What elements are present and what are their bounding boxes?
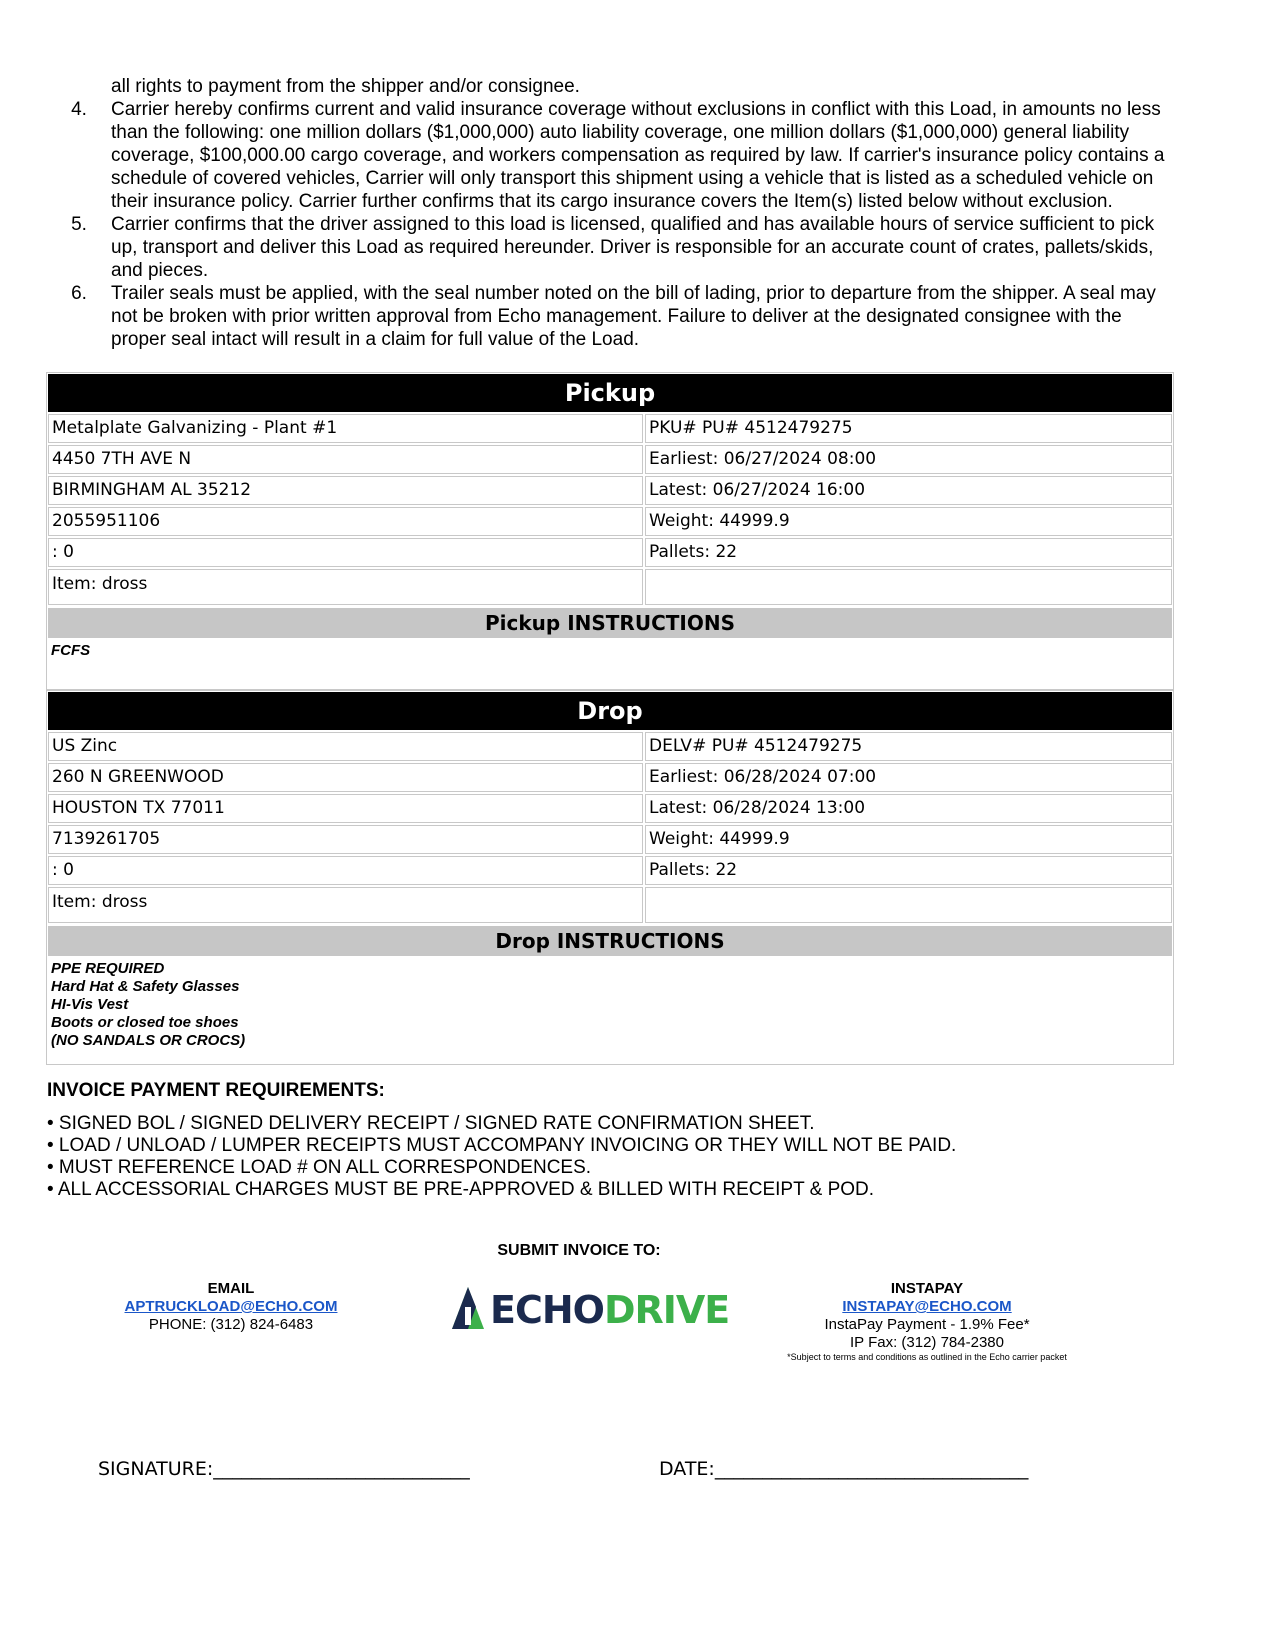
instruction-line: PPE REQUIRED (51, 960, 165, 977)
table-row (47, 413, 1173, 444)
drop-city: HOUSTON TX 77011 (48, 794, 643, 823)
term-text: Trailer seals must be applied, with the seal number noted on the bill of lading, prior to departure from the shipper. A seal may not be broken with prior written approval from Echo management. Failure to deliver at the designated consignee with the proper seal intact will result in a claim for full value of the Load. (111, 283, 1156, 350)
terms-fragment: all rights to payment from the shipper and/or consignee. (111, 76, 580, 97)
invoice-requirements-list (47, 1113, 956, 1201)
email-phone: PHONE: (312) 824-6483 (148, 1316, 314, 1333)
drop-pallets: Pallets: 22 (645, 856, 1172, 885)
pickup-section (46, 372, 1174, 690)
logo-word-dark: ECHO (490, 1288, 604, 1331)
instapay-block (786, 1280, 1068, 1363)
email-heading: EMAIL (207, 1280, 255, 1297)
drop-instructions-header: Drop INSTRUCTIONS (48, 926, 1172, 956)
term-number: 6. (71, 283, 87, 304)
term-item-6 (47, 282, 1177, 351)
term-text: Carrier confirms that the driver assigned to this load is licensed, qualified and has available hours of service sufficient to pick up, transport and deliver this Load as required hereunder. Driver is responsible for an accurate count of crates, pallets/skids, and pieces. (111, 214, 1155, 281)
list-item: • LOAD / UNLOAD / LUMPER RECEIPTS MUST ACCOMPANY INVOICING OR THEY WILL NOT BE PAID. (47, 1135, 957, 1156)
signature-field[interactable] (98, 1458, 470, 1480)
drop-phone: 7139261705 (48, 825, 643, 854)
drop-address: 260 N GREENWOOD (48, 763, 643, 792)
table-row (47, 731, 1173, 762)
table-row (47, 506, 1173, 537)
submit-invoice-label: SUBMIT INVOICE TO: (497, 1242, 661, 1259)
logo-word-green: DRIVE (603, 1288, 730, 1331)
instruction-line: HI-Vis Vest (51, 996, 129, 1013)
email-link[interactable]: APTRUCKLOAD@ECHO.COM (124, 1298, 338, 1315)
term-text: Carrier hereby confirms current and valid insurance coverage without exclusions in conflict with this Load, in amounts no less than the following: one million dollars ($1,000,000) auto liability coverage, one million dollars ($1,000,000) general liability coverage, $100,000.00 cargo coverage, and workers compensation as required by law. If carrier's insurance policy contains a schedule of covered vehicles, Carrier will only transport this shipment using a vehicle that is listed as a scheduled vehicle on their insurance policy. Carrier further confirms that its cargo insurance covers the Item(s) listed below without exclusion. (111, 99, 1165, 212)
terms-section (47, 75, 1177, 351)
table-row (47, 762, 1173, 793)
instapay-fine-print: *Subject to terms and conditions as outlined in the Echo carrier packet (787, 1352, 1067, 1362)
date-field[interactable] (659, 1458, 1028, 1480)
table-row (47, 475, 1173, 506)
pickup-instructions (47, 638, 1173, 660)
table-row (47, 886, 1173, 924)
list-item: • ALL ACCESSORIAL CHARGES MUST BE PRE-APPROVED & BILLED WITH RECEIPT & POD. (47, 1179, 875, 1200)
email-block (100, 1280, 362, 1334)
pickup-item: Item: dross (48, 569, 643, 605)
table-row (47, 793, 1173, 824)
instruction-line: Hard Hat & Safety Glasses (51, 978, 240, 995)
drop-header: Drop (47, 691, 1173, 731)
drop-section (46, 690, 1174, 1065)
logo-mark-icon (452, 1287, 484, 1329)
invoice-requirements-title: INVOICE PAYMENT REQUIREMENTS: (47, 1080, 385, 1101)
pickup-pallets: Pallets: 22 (645, 538, 1172, 567)
logo-wordmark (490, 1288, 729, 1331)
pickup-earliest: Earliest: 06/27/2024 08:00 (645, 445, 1172, 474)
table-row (47, 568, 1173, 606)
pickup-header: Pickup (47, 373, 1173, 413)
drop-number: DELV# PU# 4512479275 (645, 732, 1172, 761)
term-number: 5. (71, 214, 87, 235)
instapay-email-link[interactable]: INSTAPAY@ECHO.COM (842, 1298, 1012, 1315)
term-number: 4. (71, 99, 87, 120)
table-row (47, 855, 1173, 886)
instruction-line: Boots or closed toe shoes (51, 1014, 239, 1031)
pickup-number: PKU# PU# 4512479275 (645, 414, 1172, 443)
pickup-address: 4450 7TH AVE N (48, 445, 643, 474)
table-row (47, 537, 1173, 568)
drop-item: Item: dross (48, 887, 643, 923)
signature-label: SIGNATURE: (98, 1458, 214, 1480)
term-item-5 (47, 213, 1177, 282)
instapay-fax: IP Fax: (312) 784-2380 (850, 1334, 1004, 1351)
signature-line: ___________________________ (213, 1458, 470, 1480)
pickup-weight: Weight: 44999.9 (645, 507, 1172, 536)
drop-instructions (47, 956, 1173, 1050)
table-row (47, 824, 1173, 855)
instruction-line: (NO SANDALS OR CROCS) (51, 1032, 246, 1049)
pickup-company: Metalplate Galvanizing - Plant #1 (48, 414, 643, 443)
pickup-city: BIRMINGHAM AL 35212 (48, 476, 643, 505)
term-item-4 (47, 98, 1177, 213)
date-label: DATE: (659, 1458, 715, 1480)
list-item: • SIGNED BOL / SIGNED DELIVERY RECEIPT / SIGNED RATE CONFIRMATION SHEET. (47, 1113, 815, 1134)
drop-latest: Latest: 06/28/2024 13:00 (645, 794, 1172, 823)
pickup-latest: Latest: 06/27/2024 16:00 (645, 476, 1172, 505)
instruction-line: FCFS (51, 642, 91, 659)
date-line: _________________________________ (714, 1458, 1029, 1480)
pickup-extra: : 0 (48, 538, 643, 567)
table-row (47, 444, 1173, 475)
list-item: • MUST REFERENCE LOAD # ON ALL CORRESPONDENCES. (47, 1157, 592, 1178)
drop-extra: : 0 (48, 856, 643, 885)
drop-weight: Weight: 44999.9 (645, 825, 1172, 854)
pickup-instructions-header: Pickup INSTRUCTIONS (48, 608, 1172, 638)
instapay-fee: InstaPay Payment - 1.9% Fee* (824, 1316, 1030, 1333)
pickup-empty (645, 569, 1172, 605)
echodrive-logo (448, 1283, 748, 1331)
drop-earliest: Earliest: 06/28/2024 07:00 (645, 763, 1172, 792)
drop-company: US Zinc (48, 732, 643, 761)
pickup-phone: 2055951106 (48, 507, 643, 536)
drop-empty (645, 887, 1172, 923)
instapay-heading: INSTAPAY (890, 1280, 964, 1297)
